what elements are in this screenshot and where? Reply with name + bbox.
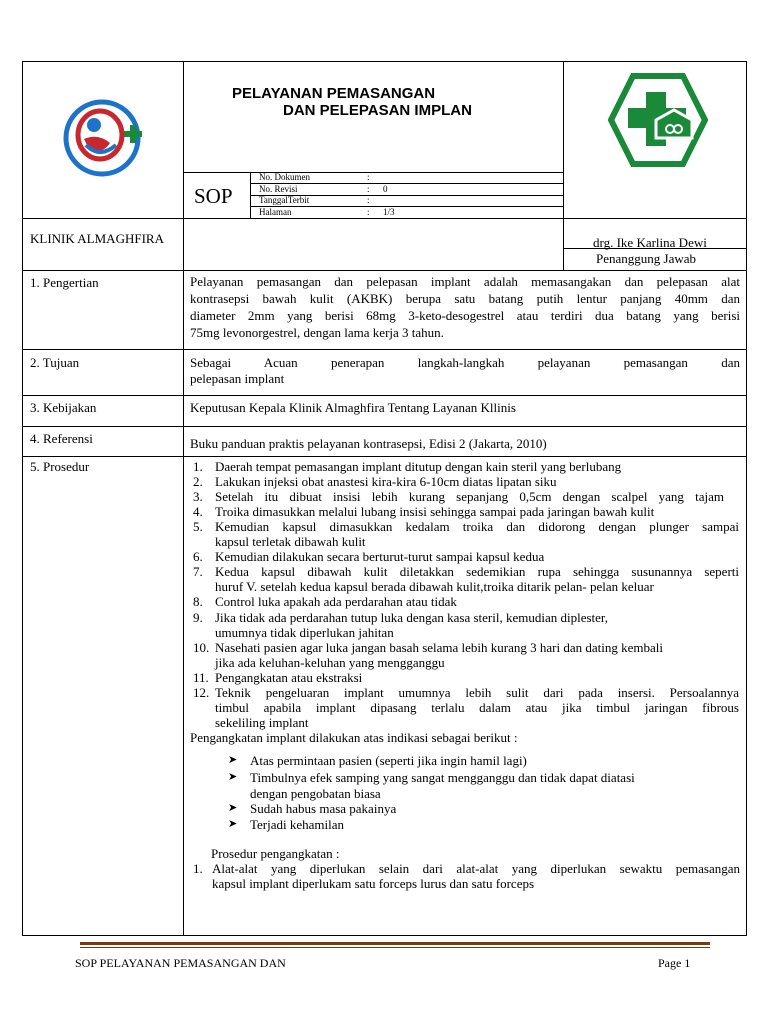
header-divider-left bbox=[183, 61, 184, 936]
label-referensi: 4. Referensi bbox=[30, 431, 93, 446]
footer-page: Page 1 bbox=[658, 956, 691, 970]
meta-label: Halaman bbox=[259, 207, 292, 217]
step-number: 4. bbox=[193, 504, 203, 519]
meta-row-4 bbox=[259, 207, 559, 218]
pengertian-line: kontrasepsi bawah kulit (AKBK) berupa satu batang putih lentur panjang 40mm dan bbox=[190, 291, 740, 306]
table-border-bottom bbox=[22, 935, 747, 936]
step-number: 10. bbox=[193, 640, 210, 655]
meta-value: 0 bbox=[383, 184, 388, 194]
meta-row-3 bbox=[259, 195, 559, 206]
step-number: 6. bbox=[193, 549, 203, 564]
arrowhead-bullet-icon: ➤ bbox=[228, 754, 238, 766]
step-number: 1. bbox=[193, 459, 203, 474]
pengertian-line: 75mg levonorgestrel, dengan lama kerja 3 tahun. bbox=[190, 325, 444, 340]
arrowhead-bullet-icon: ➤ bbox=[228, 818, 238, 830]
footer-left: SOP PELAYANAN PEMASANGAN DAN bbox=[75, 956, 286, 970]
step-text: timbul apabila implant dipasang terlalu dalam atau jika timbul jaringan fibrous bbox=[215, 700, 739, 715]
header-bottom-line bbox=[22, 218, 747, 219]
step-number: 9. bbox=[193, 610, 203, 625]
tujuan-line: Sebagai Acuan penerapan langkah-langkah pelayanan pemasangan dan bbox=[190, 355, 740, 370]
health-logo bbox=[608, 72, 708, 168]
pengertian-line: Pelayanan pemasangan dan pelepasan implant adalah memasangakan dan pelepasan alat bbox=[190, 274, 740, 289]
step-number: 2. bbox=[193, 474, 203, 489]
header-divider-right bbox=[563, 61, 564, 271]
title-line-2: DAN PELEPASAN IMPLAN bbox=[283, 102, 472, 119]
step-number: 3. bbox=[193, 489, 203, 504]
label-pengertian: 1. Pengertian bbox=[30, 275, 99, 290]
step-text: Kedua kapsul dibawah kulit diletakkan sedemikian rupa sehingga susunannya seperti bbox=[215, 564, 739, 579]
footer-rule-thin bbox=[80, 947, 710, 948]
meta-label: TanggalTerbit bbox=[259, 195, 310, 205]
indication-text: Atas permintaan pasien (seperti jika ingin hamil lagi) bbox=[250, 753, 527, 768]
meta-row-2 bbox=[259, 184, 559, 195]
title-line-1: PELAYANAN PEMASANGAN bbox=[232, 85, 436, 102]
step-text: Kemudian kapsul dimasukkan kedalam troika dan didorong dengan plunger sampai bbox=[215, 519, 739, 534]
removal-title: Prosedur pengangkatan : bbox=[211, 846, 340, 861]
meta-sep: : bbox=[367, 207, 370, 217]
step-text: Pengangkatan atau ekstraksi bbox=[215, 670, 363, 685]
row-line-3 bbox=[22, 395, 747, 396]
removal-step-text: Alat-alat yang diperlukan selain dari alat-alat yang diperlukan sewaktu pemasangan bbox=[212, 861, 740, 876]
step-number: 11. bbox=[193, 670, 209, 685]
clinic-name: KLINIK ALMAGHFIRA bbox=[30, 231, 164, 246]
step-text: jika ada keluhan-keluhan yang mengganggu bbox=[215, 655, 445, 670]
step-text: Nasehati pasien agar luka jangan basah selama lebih kurang 3 hari dan dating kembali bbox=[215, 640, 663, 655]
pengertian-line: diameter 2mm yang berisi 68mg 3-keto-desogestrel atau terdiri dua batang yang berisi bbox=[190, 308, 740, 323]
step-text: Jika tidak ada perdarahan tutup luka dengan kasa steril, kemudian diplester, bbox=[215, 610, 608, 625]
kebijakan-text: Keputusan Kepala Klinik Almaghfira Tentang Layanan Kllinis bbox=[190, 400, 516, 415]
responsible-role: Penanggung Jawab bbox=[596, 251, 697, 266]
referensi-text: Buku panduan praktis pelayanan kontrasepsi, Edisi 2 (Jakarta, 2010) bbox=[190, 436, 547, 451]
sop-label: SOP bbox=[194, 184, 233, 208]
label-tujuan: 2. Tujuan bbox=[30, 355, 80, 370]
row-line-2 bbox=[22, 349, 747, 350]
clinic-logo bbox=[60, 95, 150, 180]
step-text: Setelah itu dibuat insisi lebih kurang sepanjang 0,5cm dengan scalpel yang tajam bbox=[215, 489, 724, 504]
indication-text: Timbulnya efek samping yang sangat mengganggu dan tidak dapat diatasi bbox=[250, 770, 635, 785]
row-line-1 bbox=[22, 270, 747, 271]
footer-rule bbox=[80, 942, 710, 945]
label-prosedur: 5. Prosedur bbox=[30, 459, 90, 474]
removal-step-text: kapsul implant diperlukam satu forceps lurus dan satu forceps bbox=[212, 876, 535, 891]
step-text: Daerah tempat pemasangan implant ditutup dengan kain steril yang berlubang bbox=[215, 459, 622, 474]
meta-sep: : bbox=[367, 172, 370, 182]
step-text: huruf V. setelah kedua kapsul berada dibawah kulit,troika ditarik pelan- pelan keluar bbox=[215, 579, 654, 594]
step-number: 7. bbox=[193, 564, 203, 579]
indication-intro: Pengangkatan implant dilakukan atas indikasi sebagai berikut : bbox=[190, 730, 518, 745]
step-text: Kemudian dilakukan secara berturut-turut sampai kapsul kedua bbox=[215, 549, 545, 564]
row-line-5 bbox=[22, 456, 747, 457]
step-text: Teknik pengeluaran implant umumnya lebih sulit dari pada insersi. Persoalannya bbox=[215, 685, 739, 700]
indication-text: Sudah habus masa pakainya bbox=[250, 801, 397, 816]
table-border-left bbox=[22, 61, 23, 936]
tujuan-line: pelepasan implant bbox=[190, 371, 285, 386]
arrowhead-bullet-icon: ➤ bbox=[228, 802, 238, 814]
step-text: Troika dimasukkan melalui lubang insisi sehingga sampai pada jaringan bawah kulit bbox=[215, 504, 655, 519]
table-border-top bbox=[22, 61, 747, 62]
step-number: 5. bbox=[193, 519, 203, 534]
table-border-right bbox=[746, 61, 747, 936]
step-text: Lakukan injeksi obat anastesi kira-kira 6-10cm diatas lipatan siku bbox=[215, 474, 557, 489]
meta-row-1 bbox=[259, 172, 559, 183]
meta-sep: : bbox=[367, 184, 370, 194]
arrowhead-bullet-icon: ➤ bbox=[228, 771, 238, 783]
mother-child-cross-logo-icon bbox=[60, 95, 150, 180]
responsible-name: drg. Ike Karlina Dewi bbox=[593, 235, 707, 250]
step-text: umumnya tidak diperlukan jahitan bbox=[215, 625, 394, 640]
green-hexagon-cross-logo-icon bbox=[608, 72, 708, 168]
meta-value: 1/3 bbox=[383, 207, 395, 217]
meta-label: No. Revisi bbox=[259, 184, 298, 194]
indication-text: dengan pengobatan biasa bbox=[250, 786, 381, 801]
removal-step-number: 1. bbox=[193, 861, 203, 876]
step-number: 8. bbox=[193, 594, 203, 609]
step-number: 12. bbox=[193, 685, 210, 700]
step-text: kapsul terletak dibawah kulit bbox=[215, 534, 366, 549]
step-text: Control luka apakah ada perdarahan atau tidak bbox=[215, 594, 457, 609]
meta-sep: : bbox=[367, 195, 370, 205]
meta-label: No. Dokumen bbox=[259, 172, 310, 182]
row-line-4 bbox=[22, 426, 747, 427]
label-kebijakan: 3. Kebijakan bbox=[30, 400, 97, 415]
step-text: sekeliling implant bbox=[215, 715, 309, 730]
indication-text: Terjadi kehamilan bbox=[250, 817, 345, 832]
